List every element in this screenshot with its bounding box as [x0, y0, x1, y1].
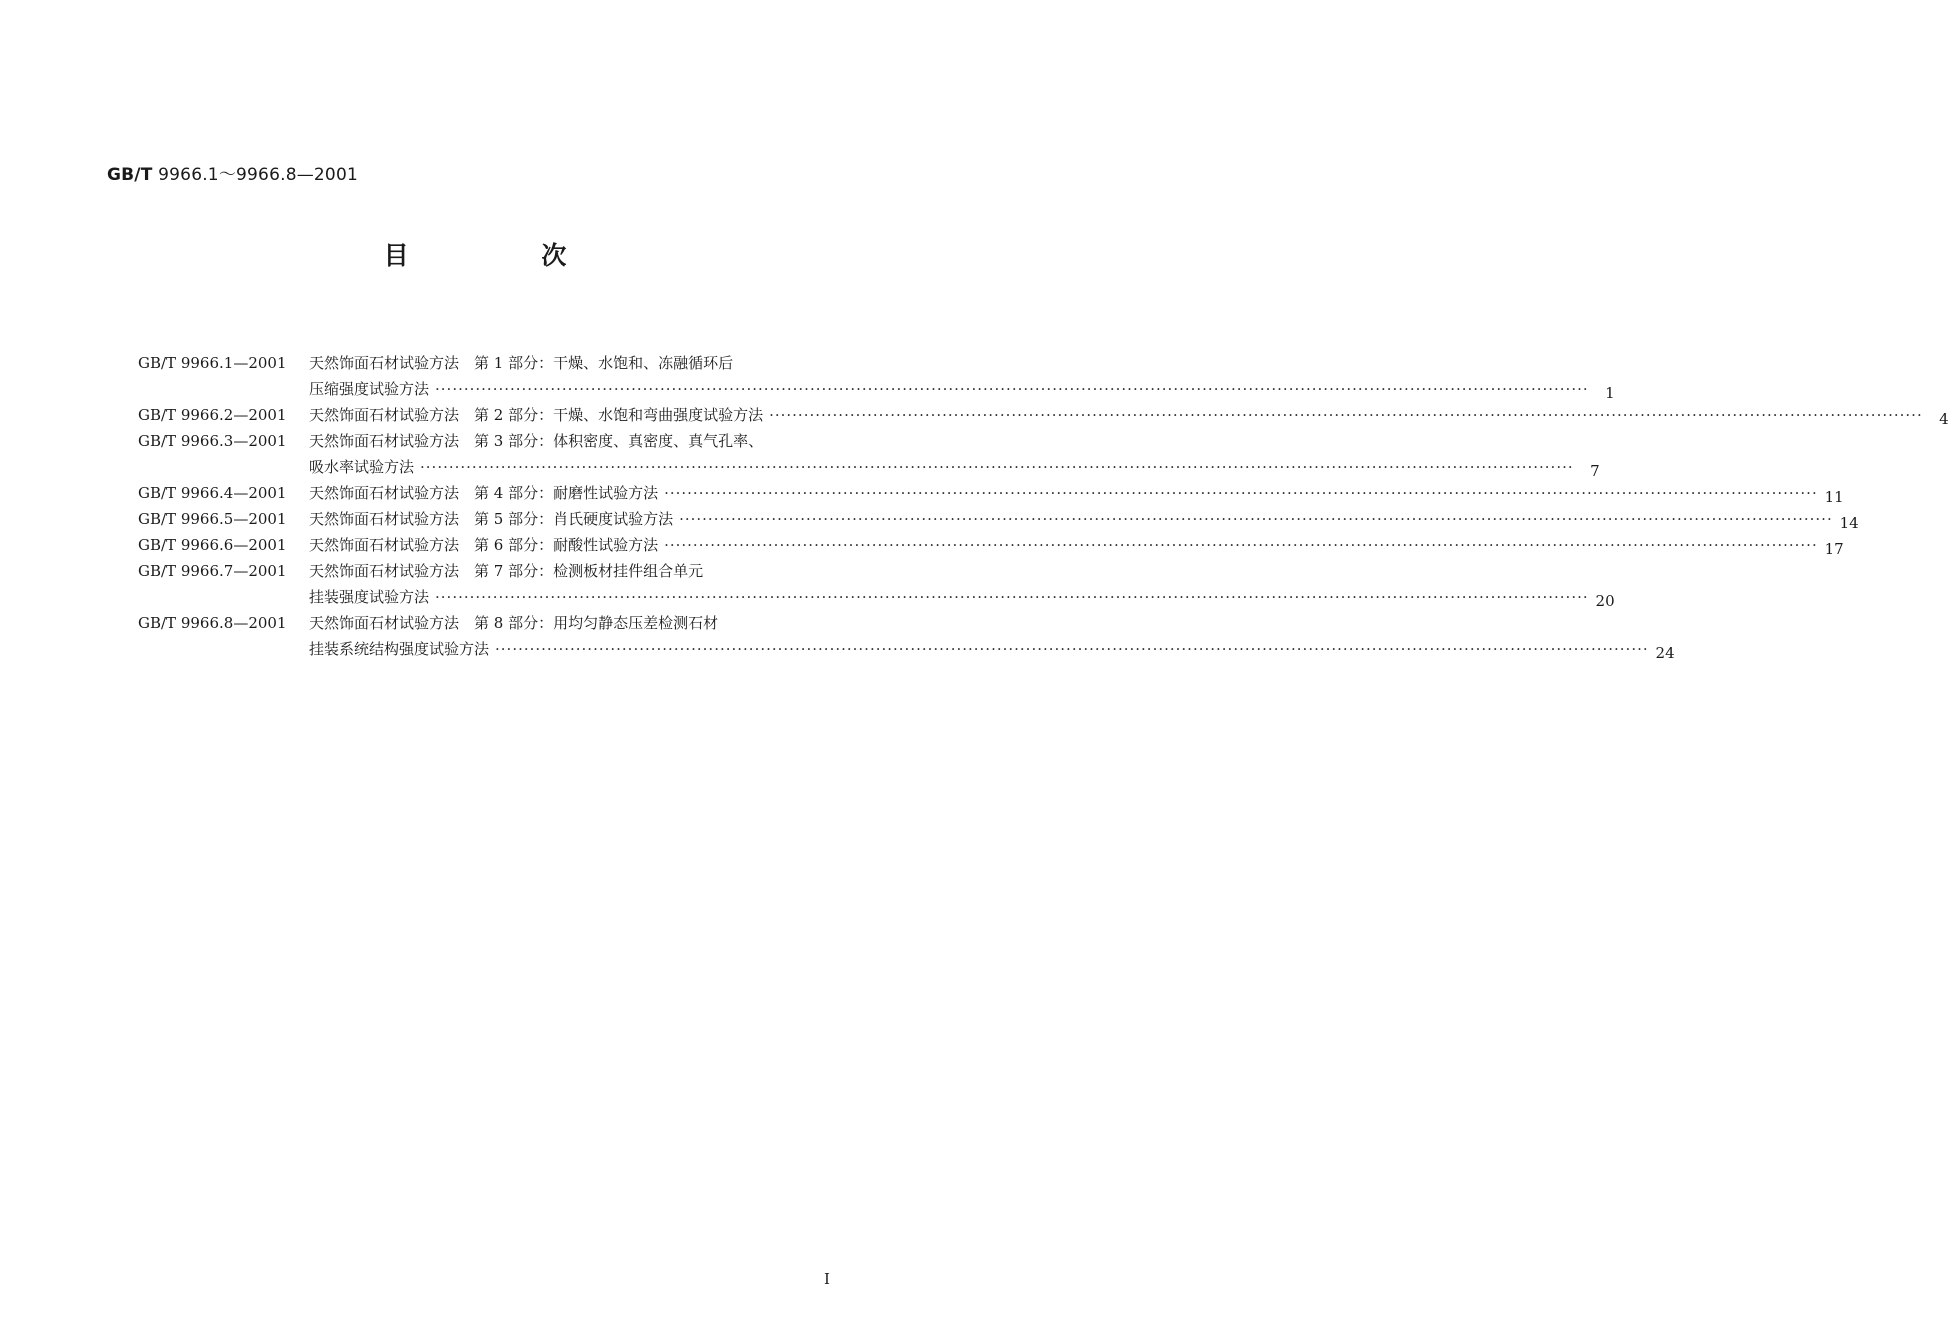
toc-entry-title-line [309, 428, 860, 454]
toc-entry-title [309, 402, 1949, 428]
toc-entry [138, 402, 1949, 428]
toc-entry [138, 506, 1859, 532]
standard-prefix: GB/T [107, 165, 153, 185]
toc-entry-page: 17 [1824, 540, 1844, 558]
toc-entry-title-text: 天然饰面石材试验方法 第 2 部分：干燥、水饱和弯曲强度试验方法 [309, 406, 764, 424]
toc-entry [138, 350, 1615, 402]
toc-entry-page: 24 [1655, 644, 1675, 662]
toc-entry [138, 532, 1844, 558]
page-number: I [824, 1270, 830, 1288]
toc-leader-dots: ········································································································································································································ [495, 640, 1649, 658]
toc-entry [138, 428, 1600, 480]
toc-entry-code: GB/T 9966.6—2001 [138, 536, 287, 554]
toc-entry-title-line [309, 480, 1844, 506]
toc-entry-code: GB/T 9966.7—2001 [138, 562, 287, 580]
toc-entry-title-line [309, 454, 1600, 480]
toc-entry-title [309, 532, 1844, 558]
toc-entry [138, 480, 1844, 506]
toc-entry-title-line [309, 532, 1844, 558]
toc-leader-dots: ········································································································································································································ [679, 510, 1833, 528]
toc-entry-title-text: 天然饰面石材试验方法 第 7 部分：检测板材挂件组合单元 [309, 562, 704, 580]
toc-entry-title-text: 压缩强度试验方法 [309, 380, 430, 398]
toc-entry-code: GB/T 9966.1—2001 [138, 354, 287, 372]
toc-entry-title-text: 天然饰面石材试验方法 第 3 部分：体积密度、真密度、真气孔率、 [309, 432, 764, 450]
toc-entry-code: GB/T 9966.8—2001 [138, 614, 287, 632]
toc-entry-page: 20 [1595, 592, 1615, 610]
toc-entry-title-line [309, 350, 860, 376]
toc-entry-title-line [309, 584, 1615, 610]
toc-entry [138, 610, 1675, 662]
toc-entry-title [309, 480, 1844, 506]
toc-leader-dots: ········································································································································································································ [664, 484, 1818, 502]
toc-entry-code: GB/T 9966.3—2001 [138, 432, 287, 450]
toc-entry-title-text: 天然饰面石材试验方法 第 5 部分：肖氏硬度试验方法 [309, 510, 674, 528]
toc-entry-title-text: 天然饰面石材试验方法 第 1 部分：干燥、水饱和、冻融循环后 [309, 354, 734, 372]
toc-entry-title [309, 350, 1615, 402]
toc-entry-page: 4 [1939, 410, 1949, 428]
toc-leader-dots: ········································································································································································································ [664, 536, 1818, 554]
toc-entry-code: GB/T 9966.5—2001 [138, 510, 287, 528]
toc-leader-dots: ········································································································································································································ [769, 406, 1923, 424]
toc-entry-page: 7 [1590, 462, 1600, 480]
toc-leader-dots: ········································································································································································································ [420, 458, 1574, 476]
toc-entry-page: 14 [1839, 514, 1859, 532]
toc-entry-title-line [309, 506, 1859, 532]
toc-entry-code: GB/T 9966.4—2001 [138, 484, 287, 502]
standard-header [107, 160, 358, 185]
toc-entry-title-text: 天然饰面石材试验方法 第 6 部分：耐酸性试验方法 [309, 536, 659, 554]
toc-entry-title-text: 吸水率试验方法 [309, 458, 415, 476]
standard-range: 9966.1～9966.8—2001 [158, 165, 358, 185]
toc-entry-title [309, 558, 1615, 610]
toc-entry-title-line [309, 610, 860, 636]
toc-entry-title-text: 挂装强度试验方法 [309, 588, 430, 606]
toc-entry [138, 558, 1615, 610]
toc-entry-title-text: 天然饰面石材试验方法 第 4 部分：耐磨性试验方法 [309, 484, 659, 502]
toc-entry-title [309, 506, 1859, 532]
toc-entry-title-line [309, 402, 1949, 428]
toc-entry-page: 1 [1605, 384, 1615, 402]
toc-title: 目 次 [383, 241, 629, 270]
toc-entry-title-line [309, 376, 1615, 402]
toc-entry-title-text: 天然饰面石材试验方法 第 8 部分：用均匀静态压差检测石材 [309, 614, 719, 632]
toc-entry-title-line [309, 558, 860, 584]
toc-entry-title-line [309, 636, 1675, 662]
toc-leader-dots: ········································································································································································································ [435, 380, 1589, 398]
toc-entry-page: 11 [1824, 488, 1844, 506]
toc-leader-dots: ········································································································································································································ [435, 588, 1589, 606]
table-of-contents [138, 350, 1949, 662]
toc-entry-title [309, 428, 1600, 480]
toc-entry-code: GB/T 9966.2—2001 [138, 406, 287, 424]
toc-entry-title [309, 610, 1675, 662]
toc-entry-title-text: 挂装系统结构强度试验方法 [309, 640, 490, 658]
